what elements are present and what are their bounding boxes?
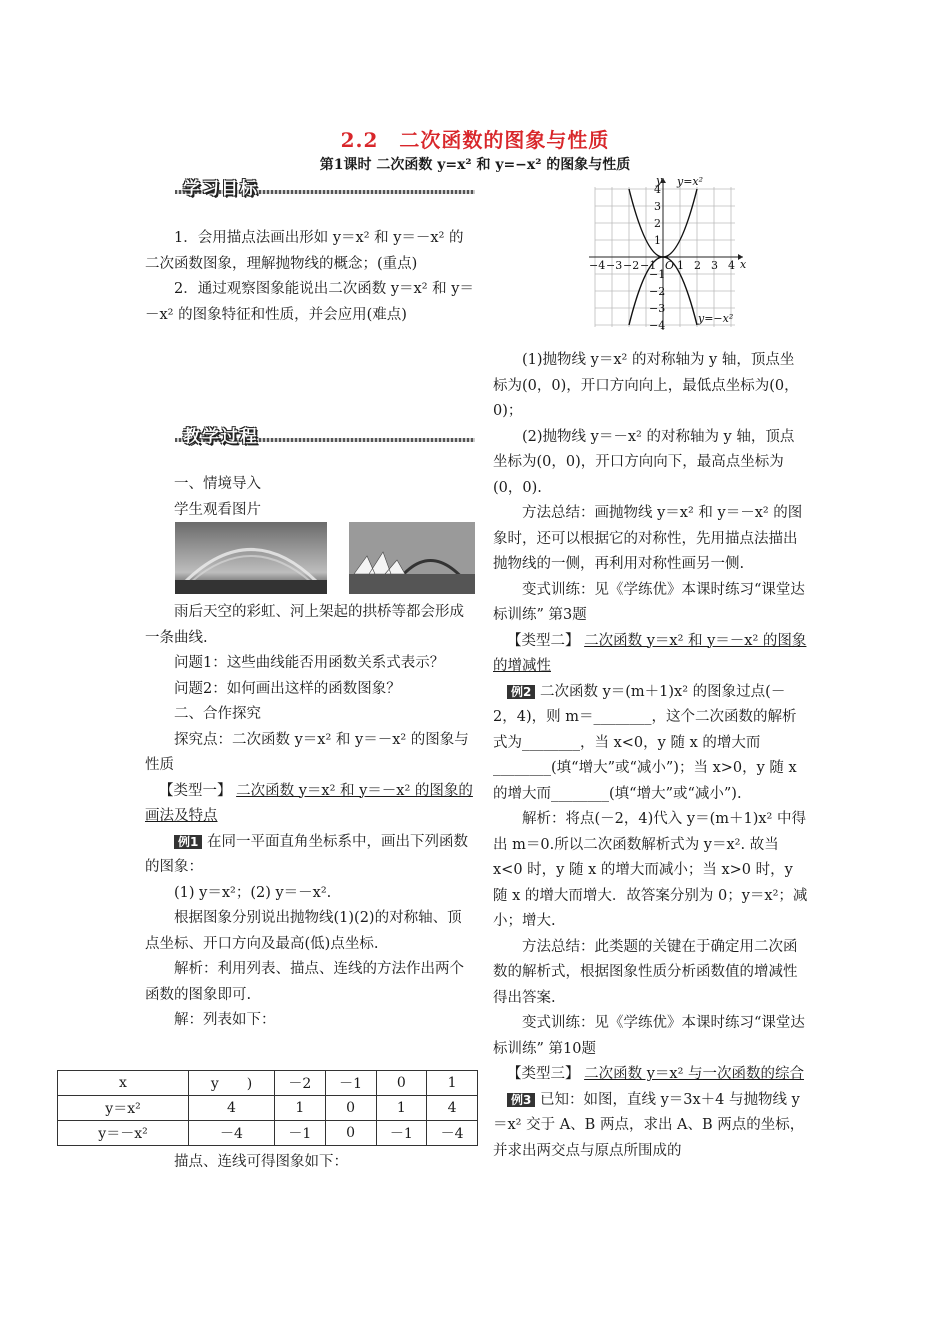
type3-label: 【类型三】 [507,1066,580,1082]
type3-heading [493,1062,808,1088]
photo-caption: 雨后天空的彩虹、河上架起的拱桥等都会形成一条曲线. [145,604,464,646]
x-axis-label: x [740,258,747,271]
table-cell: 1 [376,1096,427,1121]
process-banner [175,425,475,445]
table-row [58,1121,478,1146]
table-cell: y ) [189,1071,275,1096]
y-tick-label: 4 [654,183,661,196]
practice-2: 变式训练：见《学练优》本课时练习“课堂达标训练” 第10题 [493,1015,805,1057]
x-tick-label: 4 [728,259,735,272]
table-cell: 4 [427,1096,478,1121]
origin-label: O [665,259,675,272]
section-heading: 一、情境导入 [174,476,261,492]
practice-1: 变式训练：见《学练优》本课时练习“课堂达标训练” 第3题 [493,581,805,623]
type1-label: 【类型一】 [159,782,232,799]
property-1: (1)抛物线 y＝x² 的对称轴为 y 轴，顶点坐标为(0，0)，开口方向向上，最低点坐标为(0，0)； [493,352,799,419]
y-tick-label: −4 [649,319,666,332]
page-title: 2.2 二次函数的图象与性质 [340,128,610,152]
bridge-photo [349,522,475,594]
process-banner-label: 教学过程 [183,427,259,447]
value-table [57,1070,478,1146]
table-cell: －1 [376,1121,427,1146]
right-column [493,348,808,1164]
table-cell: －1 [325,1071,376,1096]
goals-section [145,226,475,328]
example-2-badge: 例2 [507,685,535,699]
x-tick-label: 1 [677,259,684,272]
type2-heading [493,629,808,680]
table-cell: 1 [275,1096,326,1121]
table-cell: 0 [325,1096,376,1121]
type1-heading [145,779,475,830]
example-1-items: (1) y＝x²；(2) y＝－x². [174,884,332,901]
explore-point: 探究点：二次函数 y＝x² 和 y＝－x² 的图象与性质 [145,731,469,773]
y-tick-label: −2 [649,285,666,298]
method-summary-2: 方法总结：此类题的关键在于确定用二次函数的解析式，根据图象性质分析函数值的增减性得出答案. [493,938,798,1006]
table-cell: 0 [376,1071,427,1096]
table-cell: y＝x² [58,1096,189,1121]
x-tick-label: 2 [694,259,701,272]
lesson-subtitle: 第1课时 二次函数 y=x² 和 y=−x² 的图象与性质 [319,157,631,173]
x-tick-label: −3 [606,259,623,272]
after-table-text: 描点、连线可得图象如下： [174,1154,348,1170]
table-cell: y＝－x² [58,1121,189,1146]
property-2: (2)抛物线 y＝－x² 的对称轴为 y 轴，顶点坐标为(0，0)，开口方向向下，最高点坐标为(0，0). [493,428,795,496]
example-1-ask: 根据图象分别说出抛物线(1)(2)的对称轴、顶点坐标、开口方向及最高(低)点坐标. [145,910,462,952]
goals-banner [175,177,475,197]
intro-section [145,472,475,523]
y-tick-label: −3 [649,302,666,315]
y-tick-label: 1 [654,234,661,247]
example-2-analysis: 解析：将点(－2，4)代入 y＝(m＋1)x² 中得出 m＝0.所以二次函数解析式为 y＝x². 故当 x<0 时，y 随 x 的增大而减小；当 x>0 时，y 随 x 的增大而增大．故答案分别为 0；y＝x²；减小；增大. [493,811,808,929]
type1-title: 二次函数 y＝x² 和 y＝－x² 的图象的画法及特点 [145,782,473,824]
question-1: 问题1：这些曲线能否用函数关系式表示？ [174,655,445,671]
table-cell: －4 [427,1121,478,1146]
label-y-eq-neg-x2: y=−x² [698,312,734,325]
example-1-badge: 例1 [174,835,202,849]
y-tick-label: 3 [654,200,661,213]
section-heading: 二、合作探究 [174,706,261,722]
x-tick-label: −4 [589,259,606,272]
type2-label: 【类型二】 [507,632,580,649]
y-tick-label: 2 [654,217,661,230]
parabola-graph [585,172,750,332]
table-cell: －1 [275,1121,326,1146]
example-2 [493,680,808,808]
goals-banner-label: 学习目标 [183,179,259,199]
y-tick-label: −1 [649,268,666,281]
example-1 [145,830,475,881]
x-tick-label: −1 [640,259,657,272]
table-cell: 0 [325,1121,376,1146]
table-row [58,1096,478,1121]
table-row [58,1071,478,1096]
table-cell: －2 [275,1071,326,1096]
goal-item: 2．通过观察图象能说出二次函数 y＝x² 和 y＝－x² 的图象特征和性质，并会应用(难点) [145,281,474,323]
y-axis-label: y [656,174,663,187]
question-2: 问题2：如何画出这样的函数图象？ [174,680,401,697]
example-1-analysis: 解析：利用列表、描点、连线的方法作出两个函数的图象即可. [145,961,464,1003]
x-tick-label: −2 [623,259,640,272]
goal-item: 1．会用描点法画出形如 y＝x² 和 y＝－x² 的二次函数图象，理解抛物线的概念；(重点) [145,230,464,272]
example-1-text: 在同一平面直角坐标系中，画出下列函数的图象： [145,833,468,875]
rainbow-photo [175,522,327,594]
type2-title: 二次函数 y＝x² 和 y＝－x² 的图象的增减性 [493,632,807,674]
intro-text: 学生观看图片 [174,501,261,518]
example-3 [493,1088,808,1165]
example-3-text: 已知：如图，直线 y＝3x＋4 与抛物线 y＝x² 交于 A、B 两点，求出 A、B 两点的坐标，并求出两交点与原点所围成的 [493,1091,805,1159]
method-summary-1: 方法总结：画抛物线 y＝x² 和 y＝－x² 的图象时，还可以根据它的对称性，先用描点法描出抛物线的一侧，再利用对称性画另一侧. [493,505,803,572]
example-3-badge: 例3 [507,1093,535,1107]
x-tick-label: 3 [711,259,718,272]
table-cell: －4 [189,1121,275,1146]
table-cell: 4 [189,1096,275,1121]
after-table [145,1150,475,1176]
table-cell: x [58,1071,189,1096]
example-2-text: 二次函数 y＝(m＋1)x² 的图象过点(－2，4)，则 m＝________，这个二次函数的解析式为________，当 x<0，y 随 x 的增大而________(填“增大”或“减小”)；当 x>0，y 随 x 的增大而________(填“增大”或“减小”). [493,683,797,802]
table-cell: 1 [427,1071,478,1096]
example-1-solution: 解：列表如下： [174,1012,276,1028]
type3-title: 二次函数 y＝x² 与一次函数的综合 [584,1066,805,1082]
label-y-eq-x2: y=x² [677,175,704,188]
left-body [145,600,475,1034]
